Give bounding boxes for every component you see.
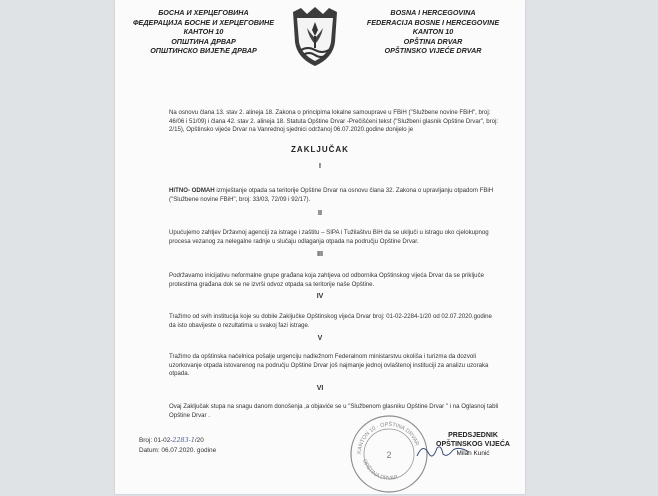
signature-title: OPŠTINSKOG VIJEĆA xyxy=(436,441,510,448)
header-left-cyrillic xyxy=(121,8,286,78)
header-right-line: OPŠTINSKO VIJEĆE DRVAR xyxy=(384,46,482,56)
section-text: Tražimo od svih institucija koje su dobile Zaključke Opštinskog vijeća Drvar broj: 01-02-2284-1/20 od 02.07.2020.godine da isto obavijeste o rezultatima u svakoj fazi istrage. xyxy=(169,313,492,329)
document-page xyxy=(115,0,525,494)
signature-title: PREDSJEDNIK xyxy=(448,432,498,439)
header-right-line: BOSNA I HERCEGOVINA xyxy=(390,8,476,17)
section-number: V xyxy=(317,335,323,342)
signature-block xyxy=(423,431,523,458)
section-number: VI xyxy=(316,385,324,392)
document-title: ZAKLJUČAK xyxy=(291,145,349,154)
header-left-line: КАНТОН 10 xyxy=(183,27,224,37)
signatory-name: Milan Kunić xyxy=(456,450,490,457)
broj-suffix: /20 xyxy=(194,437,204,444)
header-left-line: ОПШТИНСКО ВИЈЕЋЕ ДРВАР xyxy=(150,46,257,56)
section-number: I xyxy=(319,163,321,170)
header-right-line: OPŠTINA DRVAR xyxy=(403,36,463,46)
section-text xyxy=(169,187,499,204)
broj-handwritten: 2283-1 xyxy=(172,436,195,444)
datum-label: Datum: xyxy=(139,447,160,454)
svg-text:OPŠTINA DRVAR xyxy=(361,459,399,482)
section-lead: HITNO- ODMAH xyxy=(169,187,215,194)
broj-prefix: 01-02- xyxy=(153,437,173,444)
document-number xyxy=(139,436,204,444)
header-left-line: ФЕДЕРАЦИЈА БОСНЕ И ХЕРЦЕГОВИНЕ xyxy=(132,17,275,27)
header-right-line: KANTON 10 xyxy=(412,27,454,37)
section-number: II xyxy=(318,210,322,217)
broj-label: Broj: xyxy=(139,437,153,444)
section-number: IV xyxy=(316,293,324,300)
section-number: III xyxy=(317,251,323,258)
section-text: Podržavamo inicijativu neformalne grupe građana koja zahtjeva od odbornika Opštinskog vijeća Drvar da se priključe protestima građana dok se ne izvrši odvoz otpada sa teritorije naše Opštine. xyxy=(169,272,485,288)
header-right-latin xyxy=(347,8,519,78)
document-date xyxy=(139,447,216,454)
section-text: Ovaj Zaključak stupa na snagu danom donošenja ,a objaviće se u "Službenom glasniku Opštine Drvar " i na Oglasnoj tabli Opštine Drvar . xyxy=(169,403,499,419)
municipality-coat-of-arms-icon xyxy=(287,6,343,68)
datum-value: 06.07.2020. godine xyxy=(161,447,217,454)
header-left-line: ОПШТИНА ДРВАР xyxy=(171,36,236,46)
stamp-center-text: 2 xyxy=(386,450,392,460)
stamp-top-text: KANTON 10 · OPŠTINA DRVAR xyxy=(356,421,420,455)
section-text: Upućujemo zahtjev Državnoj agenciji za istrage i zaštitu – SIPA i Tužilaštvu BiH da se uključi u istragu oko cjelokupnog procesa vezanog za nelegalne radnje u slučaju odlaganja otpada na području Opštine Drvar. xyxy=(169,229,489,245)
section-body: izmještanje otpada sa teritorije Opštine Drvar na osnovu člana 32. Zakona o upravljanju otpadom FBiH ("Službene novine FBiH", broj: 33/03, 72/09 i 92/17). xyxy=(169,187,494,203)
stamp-bottom-text: OPŠTINA DRVAR xyxy=(361,458,399,482)
header-right-line: FEDERACIJA BOSNE I HERCEGOVINE xyxy=(366,17,500,27)
intro-paragraph: Na osnovu člana 13. stav 2. alineja 18. Zakona o principima lokalne samouprave u FBiH ("Službene novine FBiH", broj: 46/06 i 51/09) i člana 42. stav 2. alineja 18. Statuta Opštine Drvar -Prečišćeni tekst ("Službeni glasnik Opštine Drvar", broj: 2/15), Opštinsko vijeće Drvar na Vanrednoj sjednici održanoj 06.07.2020.godine donijelo je xyxy=(169,109,499,134)
header-left-line: БОСНА И ХЕРЦЕГОВИНА xyxy=(158,8,249,17)
section-text: Tražimo da opštinska načelnica pošalje urgenciju nadležnom Federalnom ministarstvu okoliša i turizma da dozvoli uzorkovanje otpada istovarenog na području Opštine Drvar još najmanje jednoj ovlaštenoj instituciji za analizu uzoraka otpada. xyxy=(169,353,489,378)
